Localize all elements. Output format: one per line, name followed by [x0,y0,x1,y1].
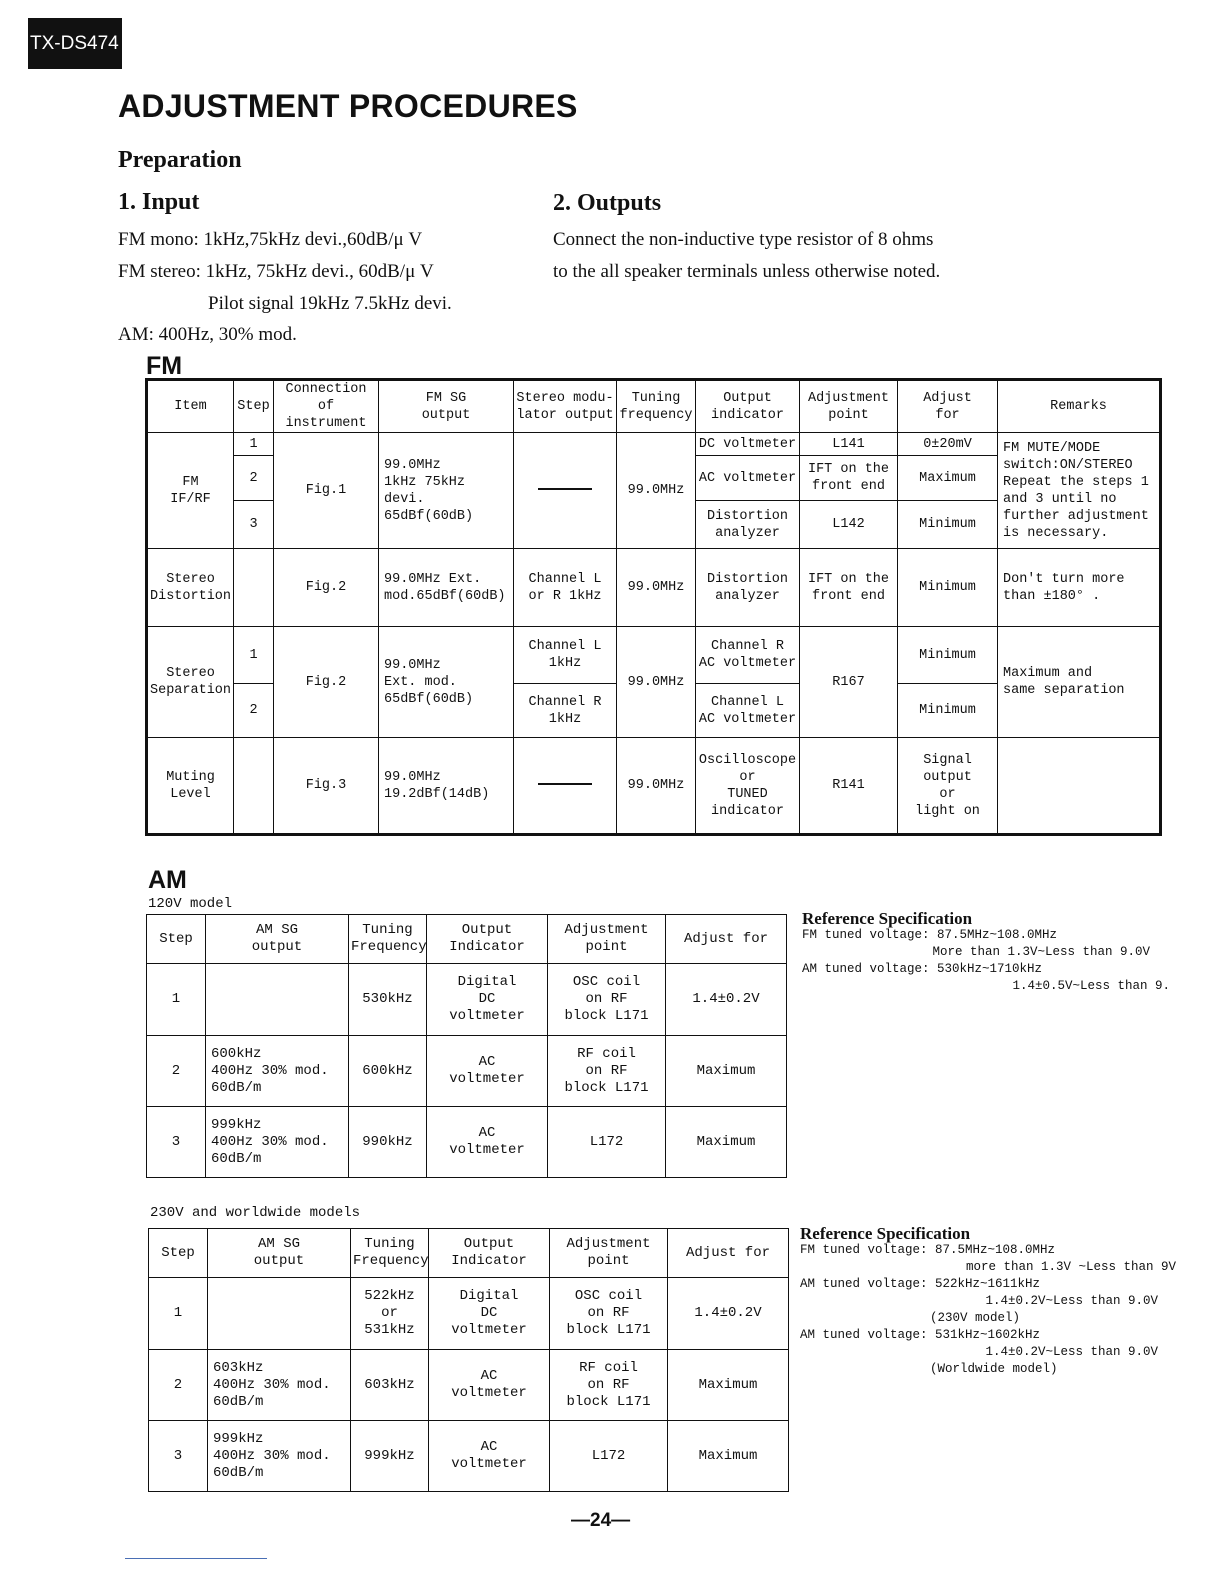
indicator-cell: Channel L AC voltmeter [696,684,800,738]
table-row [147,1036,787,1107]
indicator-cell: Digital DC voltmeter [429,1278,550,1350]
col-header: Remarks [998,380,1161,433]
step-cell [234,549,274,627]
am-sg-cell: 603kHz 400Hz 30% mod. 60dB/m [208,1350,351,1421]
modulator-cell: Channel L or R 1kHz [514,549,617,627]
point-cell: OSC coil on RF block L171 [550,1278,668,1350]
point-cell: L172 [550,1421,668,1492]
col-header: Tuning Frequency [349,915,427,964]
step-cell: 1 [149,1278,208,1350]
step-cell: 3 [147,1107,206,1178]
page-number: —24— [571,1510,631,1531]
fm-sg-cell: 99.0MHz 1kHz 75kHz devi. 65dBf(60dB) [379,433,514,549]
indicator-cell: AC voltmeter [427,1107,548,1178]
fm-header-row [147,380,1161,433]
step-cell: 1 [234,627,274,684]
indicator-cell: Distortion analyzer [696,501,800,549]
connection-cell: Fig.2 [274,627,379,738]
col-header: Step [147,915,206,964]
tuning-cell: 990kHz [349,1107,427,1178]
item-cell: Stereo Separation [147,627,234,738]
reference-title: Reference Specification [802,909,973,928]
point-cell: L142 [800,501,898,549]
step-cell: 2 [234,684,274,738]
point-cell: L141 [800,433,898,456]
col-header: Tuning frequency [617,380,696,433]
table-row [149,1421,789,1492]
col-header: Adjustment point [548,915,666,964]
indicator-cell: AC voltmeter [429,1350,550,1421]
remarks-cell: Don't turn more than ±180° . [998,549,1161,627]
input-line: Pilot signal 19kHz 7.5kHz devi. [208,293,452,314]
connection-cell: Fig.3 [274,738,379,835]
indicator-cell: Oscilloscope or TUNED indicator [696,738,800,835]
step-cell: 3 [234,501,274,549]
step-cell [234,738,274,835]
outputs-line: Connect the non-inductive type resistor of 8 ohms [553,229,934,250]
table-row [147,964,787,1036]
table-row [147,549,1161,627]
point-cell: RF coil on RF block L171 [550,1350,668,1421]
point-cell: R167 [800,627,898,738]
col-header: FM SG output [379,380,514,433]
modulator-cell [514,738,617,835]
spec-line: more than 1.3V ~Less than 9V [965,1260,1176,1274]
tuning-cell: 99.0MHz [617,738,696,835]
reference-title: Reference Specification [800,1224,971,1243]
tuning-cell: 999kHz [351,1421,429,1492]
connection-cell: Fig.2 [274,549,379,627]
col-header: Adjust for [666,915,787,964]
dash-mark [538,488,592,490]
spec-line: FM tuned voltage: 87.5MHz~108.0MHz [802,928,1058,942]
am-sg-cell: 999kHz 400Hz 30% mod. 60dB/m [208,1421,351,1492]
modulator-cell: Channel L 1kHz [514,627,617,684]
tuning-cell: 99.0MHz [617,433,696,549]
col-header: Adjust for [898,380,998,433]
indicator-cell: Distortion analyzer [696,549,800,627]
indicator-cell: AC voltmeter [427,1036,548,1107]
spec-line: 1.4±0.2V~Less than 9.0V [985,1345,1158,1359]
am-header-row [149,1229,789,1278]
item-cell: Stereo Distortion [147,549,234,627]
dash-mark [538,783,592,785]
point-cell: IFT on the front end [800,456,898,501]
connection-cell: Fig.1 [274,433,379,549]
remarks-cell: FM MUTE/MODE switch:ON/STEREO Repeat the steps 1 and 3 until no further adjustment is necessary. [998,433,1161,549]
table-row [147,1107,787,1178]
spec-line: (230V model) [930,1311,1021,1325]
item-cell: Muting Level [147,738,234,835]
adjust-cell: 0±20mV [898,433,998,456]
am-sg-cell: 600kHz 400Hz 30% mod. 60dB/m [206,1036,349,1107]
step-cell: 2 [234,456,274,501]
tuning-cell: 530kHz [349,964,427,1036]
col-header: Connection of instrument [274,380,379,433]
outputs-heading: 2. Outputs [553,190,662,216]
tuning-cell: 603kHz [351,1350,429,1421]
indicator-cell: Digital DC voltmeter [427,964,548,1036]
point-cell: OSC coil on RF block L171 [548,964,666,1036]
spec-line: 1.4±0.2V~Less than 9.0V [985,1294,1158,1308]
spec-line: (Worldwide model) [930,1362,1058,1376]
am-sg-cell [208,1278,351,1350]
tuning-cell: 522kHz or 531kHz [351,1278,429,1350]
fm-sg-cell: 99.0MHz Ext. mod.65dBf(60dB) [379,549,514,627]
indicator-cell: AC voltmeter [429,1421,550,1492]
fm-section-label: FM [146,352,183,380]
reference-spec-230v [800,1225,1176,1378]
preparation-heading: Preparation [118,147,242,173]
adjust-cell: Minimum [898,501,998,549]
table-row [149,1350,789,1421]
fm-sg-cell: 99.0MHz Ext. mod. 65dBf(60dB) [379,627,514,738]
col-header: Stereo modu- lator output [514,380,617,433]
spec-line: More than 1.3V~Less than 9.0V [932,945,1150,959]
indicator-cell: DC voltmeter [696,433,800,456]
model-tag: TX-DS474 [28,18,122,69]
am-sg-cell: 999kHz 400Hz 30% mod. 60dB/m [206,1107,349,1178]
col-header: Step [234,380,274,433]
step-cell: 2 [147,1036,206,1107]
adjust-cell: Maximum [666,1036,787,1107]
input-heading: 1. Input [118,189,200,215]
fm-adjustment-table [145,378,1162,836]
spec-line: AM tuned voltage: 530kHz~1710kHz [802,962,1043,976]
point-cell: IFT on the front end [800,549,898,627]
am-section-label: AM [148,866,187,894]
col-header: Tuning Frequency [351,1229,429,1278]
col-header: Item [147,380,234,433]
am-230v-table [148,1228,789,1492]
col-header: Adjustment point [800,380,898,433]
step-cell: 1 [234,433,274,456]
item-cell: FM IF/RF [147,433,234,549]
footer-rule [125,1558,267,1559]
indicator-cell: AC voltmeter [696,456,800,501]
reference-spec-120v [802,910,1170,995]
modulator-cell: Channel R 1kHz [514,684,617,738]
am-sg-cell [206,964,349,1036]
col-header: Output indicator [696,380,800,433]
spec-line: 1.4±0.5V~Less than 9. [1012,979,1170,993]
indicator-cell: Channel R AC voltmeter [696,627,800,684]
step-cell: 3 [149,1421,208,1492]
am-header-row [147,915,787,964]
adjust-cell: Minimum [898,684,998,738]
spec-line: AM tuned voltage: 522kHz~1611kHz [800,1277,1041,1291]
col-header: Output Indicator [427,915,548,964]
remarks-cell: Maximum and same separation [998,627,1161,738]
adjust-cell: 1.4±0.2V [668,1278,789,1350]
page-title: ADJUSTMENT PROCEDURES [118,88,578,124]
modulator-cell [514,433,617,549]
tuning-cell: 600kHz [349,1036,427,1107]
table-row [149,1278,789,1350]
input-line: AM: 400Hz, 30% mod. [118,324,297,345]
adjust-cell: Maximum [668,1350,789,1421]
remarks-cell [998,738,1161,835]
step-cell: 2 [149,1350,208,1421]
fm-sg-cell: 99.0MHz 19.2dBf(14dB) [379,738,514,835]
adjust-cell: Signal output or light on [898,738,998,835]
point-cell: L172 [548,1107,666,1178]
input-line: FM mono: 1kHz,75kHz devi.,60dB/μ V [118,229,423,250]
adjust-cell: Minimum [898,549,998,627]
col-header: Step [149,1229,208,1278]
col-header: AM SG output [208,1229,351,1278]
col-header: Adjustment point [550,1229,668,1278]
adjust-cell: 1.4±0.2V [666,964,787,1036]
adjust-cell: Minimum [898,627,998,684]
am-120v-table [146,914,787,1178]
spec-line: FM tuned voltage: 87.5MHz~108.0MHz [800,1243,1056,1257]
table-row [147,433,1161,456]
spec-line: AM tuned voltage: 531kHz~1602kHz [800,1328,1041,1342]
col-header: Adjust for [668,1229,789,1278]
col-header: AM SG output [206,915,349,964]
model-label: 230V and worldwide models [150,1205,361,1221]
adjust-cell: Maximum [668,1421,789,1492]
adjust-cell: Maximum [898,456,998,501]
point-cell: R141 [800,738,898,835]
table-row [147,627,1161,684]
adjust-cell: Maximum [666,1107,787,1178]
input-line: FM stereo: 1kHz, 75kHz devi., 60dB/μ V [118,261,434,282]
step-cell: 1 [147,964,206,1036]
tuning-cell: 99.0MHz [617,627,696,738]
table-row [147,738,1161,835]
col-header: Output Indicator [429,1229,550,1278]
point-cell: RF coil on RF block L171 [548,1036,666,1107]
outputs-line: to the all speaker terminals unless otherwise noted. [553,261,941,282]
tuning-cell: 99.0MHz [617,549,696,627]
model-label: 120V model [148,896,233,912]
